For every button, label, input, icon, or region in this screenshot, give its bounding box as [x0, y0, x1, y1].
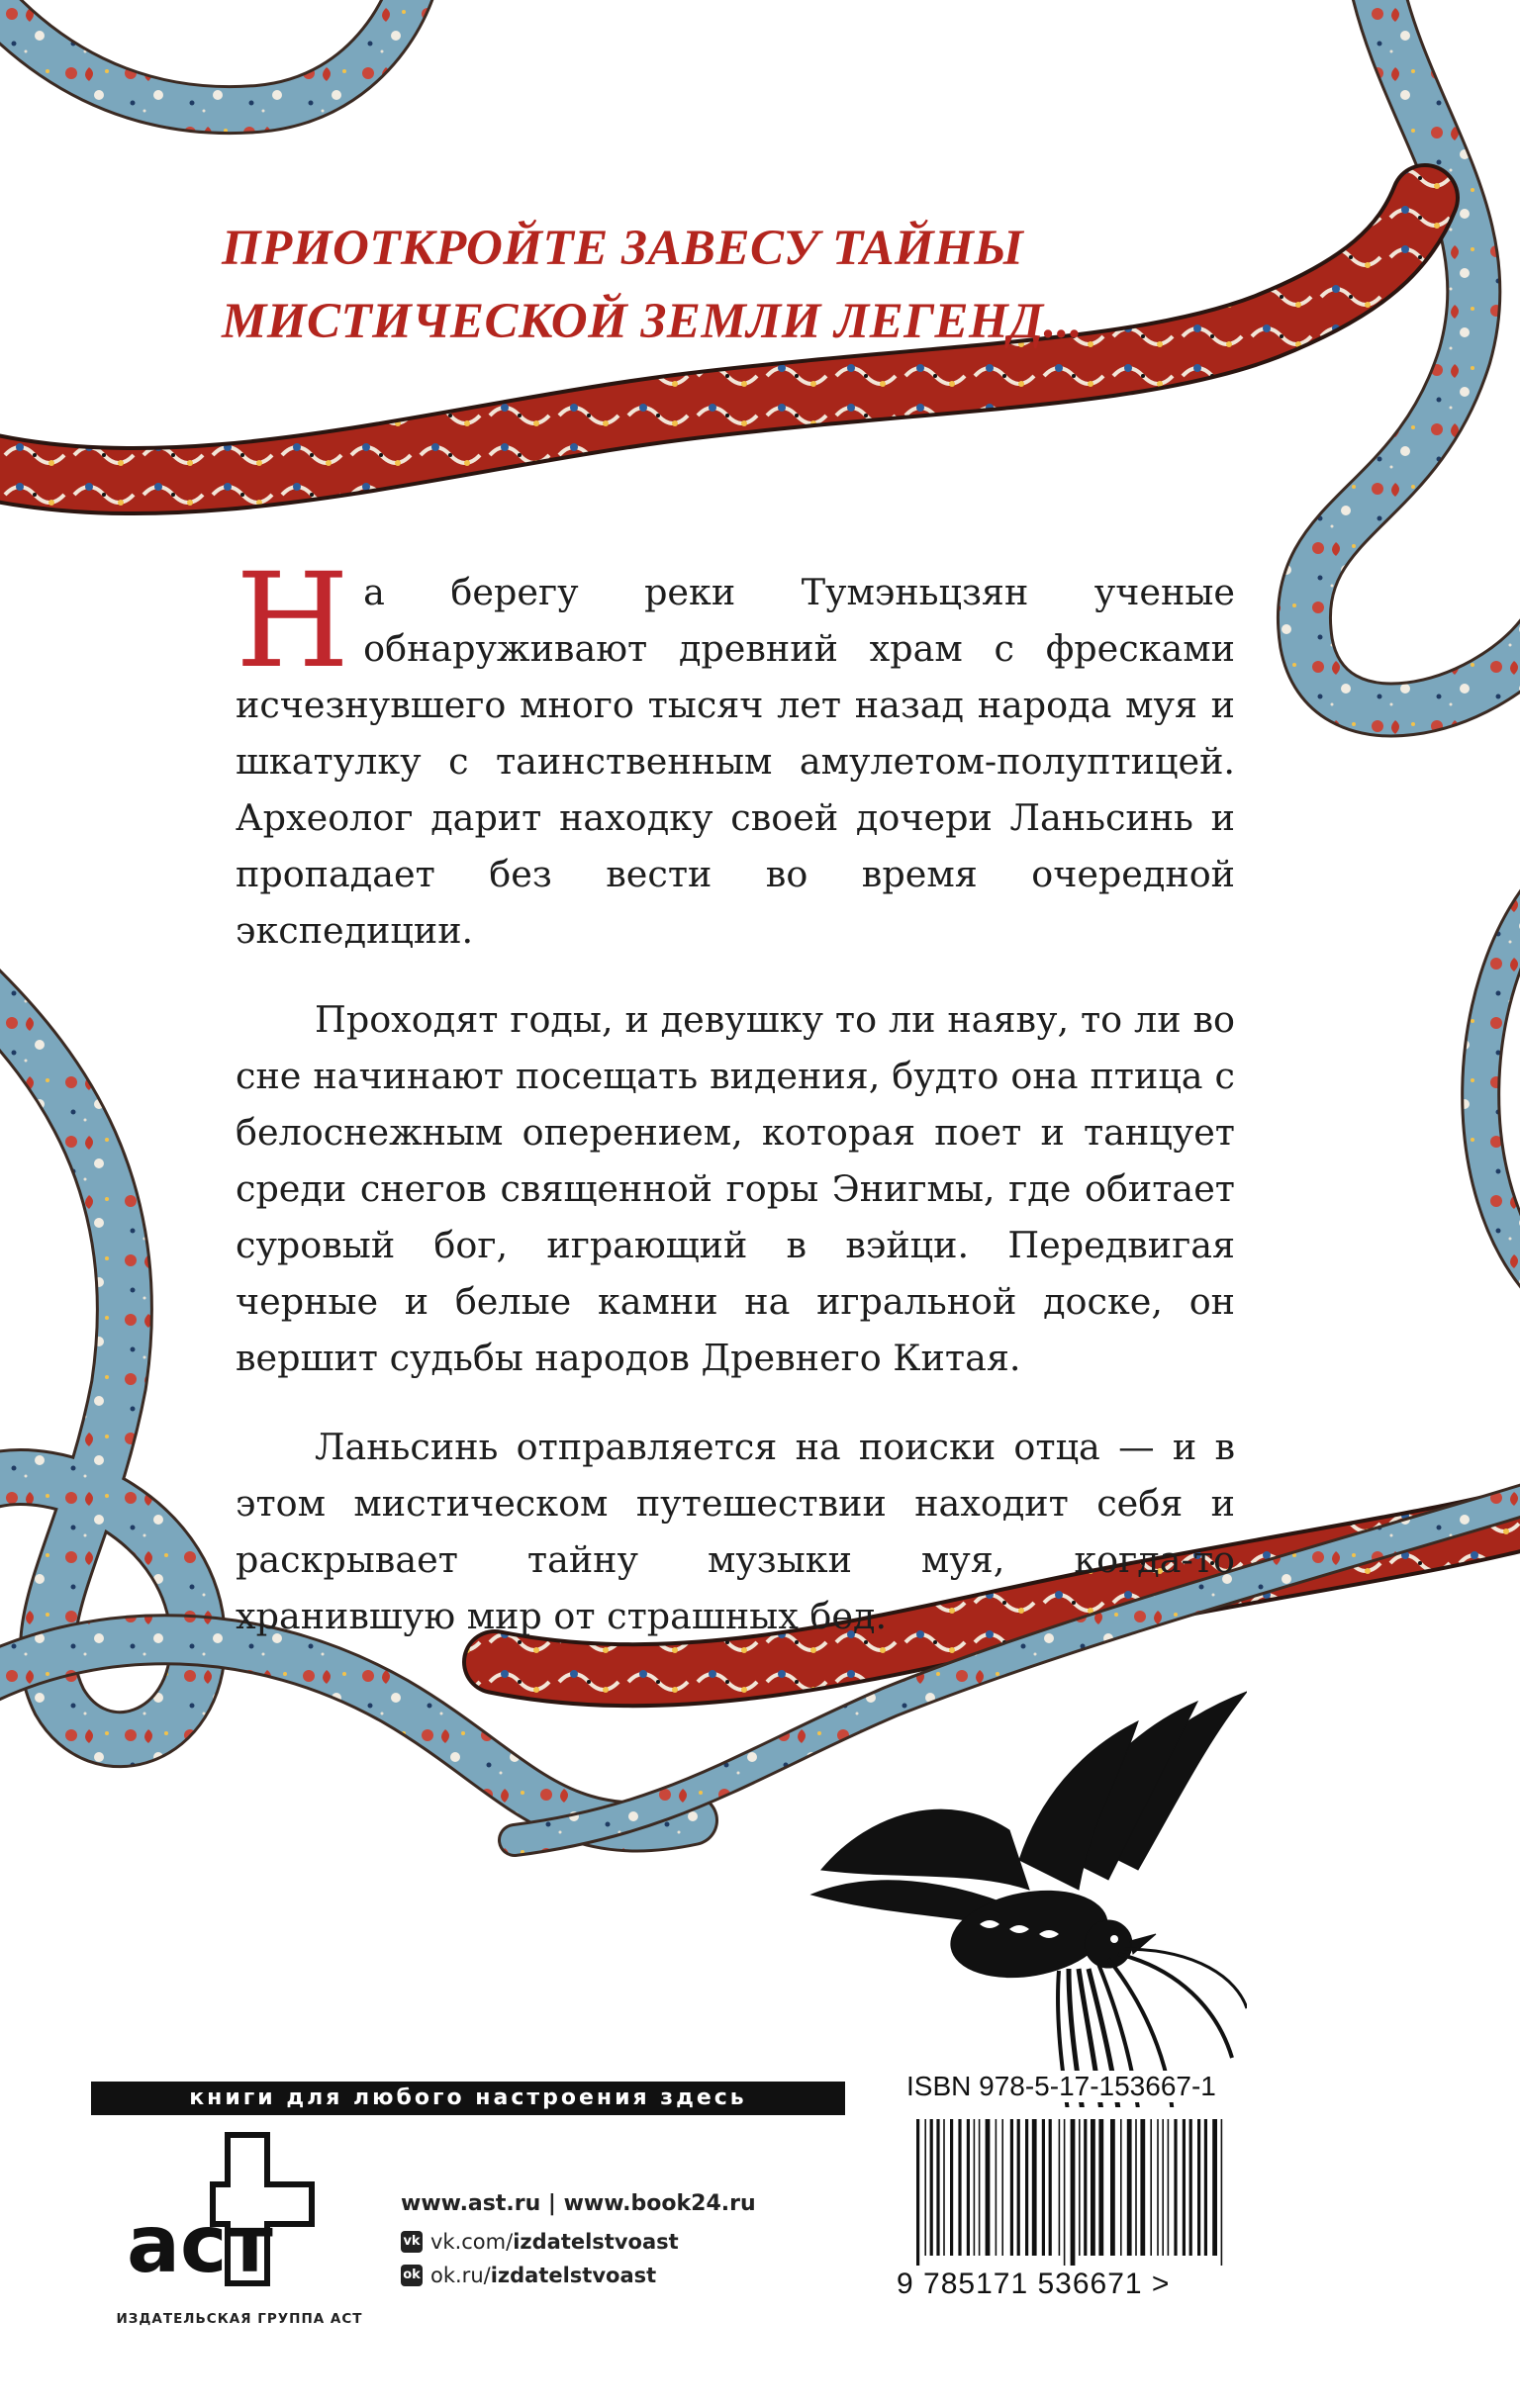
barcode-bar: [1091, 2119, 1095, 2256]
barcode-bar: [1032, 2119, 1037, 2256]
barcode-bar: [1127, 2119, 1132, 2256]
barcode-bar: [1197, 2119, 1200, 2256]
ok-link[interactable]: [401, 2264, 756, 2287]
barcode-bar: [1212, 2119, 1217, 2256]
tagline: [222, 212, 1112, 358]
barcode-bar: [1064, 2119, 1066, 2266]
paragraph-2: Проходят годы, и девушку то ли наяву, то ли во сне начинают посещать видения, будто она птица с белоснежным оперением, которая поет и танцует среди снегов священной горы Энигмы, где обитает суровый бог, играющий в вэйци. Передвигая черные и белые камни на игральной доске, он вершит судьбы народов Древнего Китая.: [236, 998, 1235, 1379]
ok-handle: izdatelstvoast: [490, 2264, 657, 2287]
barcode-bar: [1168, 2119, 1170, 2256]
vk-icon: vk: [401, 2231, 423, 2253]
barcode-bar: [1110, 2119, 1115, 2256]
barcode-bar: [1025, 2119, 1028, 2256]
barcode-bar: [950, 2119, 953, 2256]
vk-prefix: vk.com/: [430, 2230, 514, 2254]
barcode-bar: [1183, 2119, 1186, 2256]
barcode-bar: [1221, 2119, 1223, 2266]
barcode-bar: [1049, 2119, 1052, 2256]
barcode-digits: 9 785171 536671 >: [897, 2268, 1171, 2300]
barcode-bar: [1157, 2119, 1159, 2256]
barcode-bar: [924, 2119, 926, 2256]
barcode-bar: [916, 2119, 919, 2266]
barcode-bar: [936, 2119, 939, 2256]
barcode: [912, 2119, 1229, 2266]
publisher-group-name: ИЗДАТЕЛЬСКАЯ ГРУППА АСТ: [116, 2311, 363, 2327]
annotation-text: [236, 545, 1235, 1677]
slogan-strip: книги для любого настроения здесь: [91, 2082, 845, 2115]
ok-prefix: ok.ru/: [430, 2264, 491, 2287]
barcode-bar: [986, 2119, 991, 2256]
barcode-bar: [1150, 2119, 1152, 2256]
barcode-bar: [930, 2119, 933, 2256]
logo-text: аст: [127, 2198, 273, 2290]
drop-cap: Н: [236, 545, 350, 697]
website-links[interactable]: www.ast.ru | www.book24.ru: [401, 2191, 756, 2216]
barcode-bar: [974, 2119, 976, 2256]
barcode-bar: [958, 2119, 961, 2256]
barcode-bar: [1140, 2119, 1145, 2256]
barcode-bar: [967, 2119, 970, 2256]
paragraph-3: Ланьсинь отправляется на поиски отца — и в этом мистическом путешествии находит себя и раскрывает тайну музыки муя, когда-то хранившую мир от страшных бед.: [236, 1426, 1235, 1637]
barcode-bar: [1174, 2119, 1177, 2256]
barcode-bar: [1042, 2119, 1045, 2256]
vk-handle: izdatelstvoast: [513, 2230, 679, 2254]
barcode-bar: [996, 2119, 998, 2256]
paragraph-1-text: а берегу реки Тумэньцзян ученые обнаруживают древний храм с фресками исчезнувшего много тысяч лет назад народа муя и шкатулку с таинственным амулетом-полуптицей. Археолог дарит находку своей дочери Ланьсинь и пропадает без вести во время очередной экспедиции.: [236, 571, 1235, 952]
paragraph-1: [236, 545, 1235, 959]
barcode-bar: [979, 2119, 981, 2256]
tagline-line-1: ПРИОТКРОЙТЕ ЗАВЕСУ ТАЙНЫ: [222, 221, 1024, 276]
barcode-bar: [1010, 2119, 1013, 2256]
isbn-label: ISBN 978-5-17-153667-1: [902, 2071, 1220, 2102]
vk-link[interactable]: [401, 2230, 756, 2254]
ok-icon: ok: [401, 2265, 423, 2286]
barcode-bar: [1135, 2119, 1137, 2256]
ast-logo: [119, 2125, 317, 2291]
barcode-bar: [1001, 2119, 1003, 2256]
tagline-line-2: МИСТИЧЕСКОЙ ЗЕМЛИ ЛЕГЕНД...: [222, 294, 1084, 349]
barcode-bar: [1162, 2119, 1164, 2256]
publisher-links: [401, 2191, 756, 2297]
barcode-bar: [1189, 2119, 1192, 2256]
barcode-bar: [1059, 2119, 1061, 2256]
barcode-bar: [943, 2119, 945, 2256]
barcode-bar: [1098, 2119, 1103, 2256]
barcode-bar: [1084, 2119, 1087, 2256]
barcode-bar: [1204, 2119, 1207, 2256]
barcode-bar: [1120, 2119, 1122, 2256]
barcode-area: [893, 2107, 1245, 2315]
barcode-bar: [1017, 2119, 1020, 2256]
barcode-bar: [1071, 2119, 1076, 2266]
barcode-bar: [1079, 2119, 1081, 2256]
